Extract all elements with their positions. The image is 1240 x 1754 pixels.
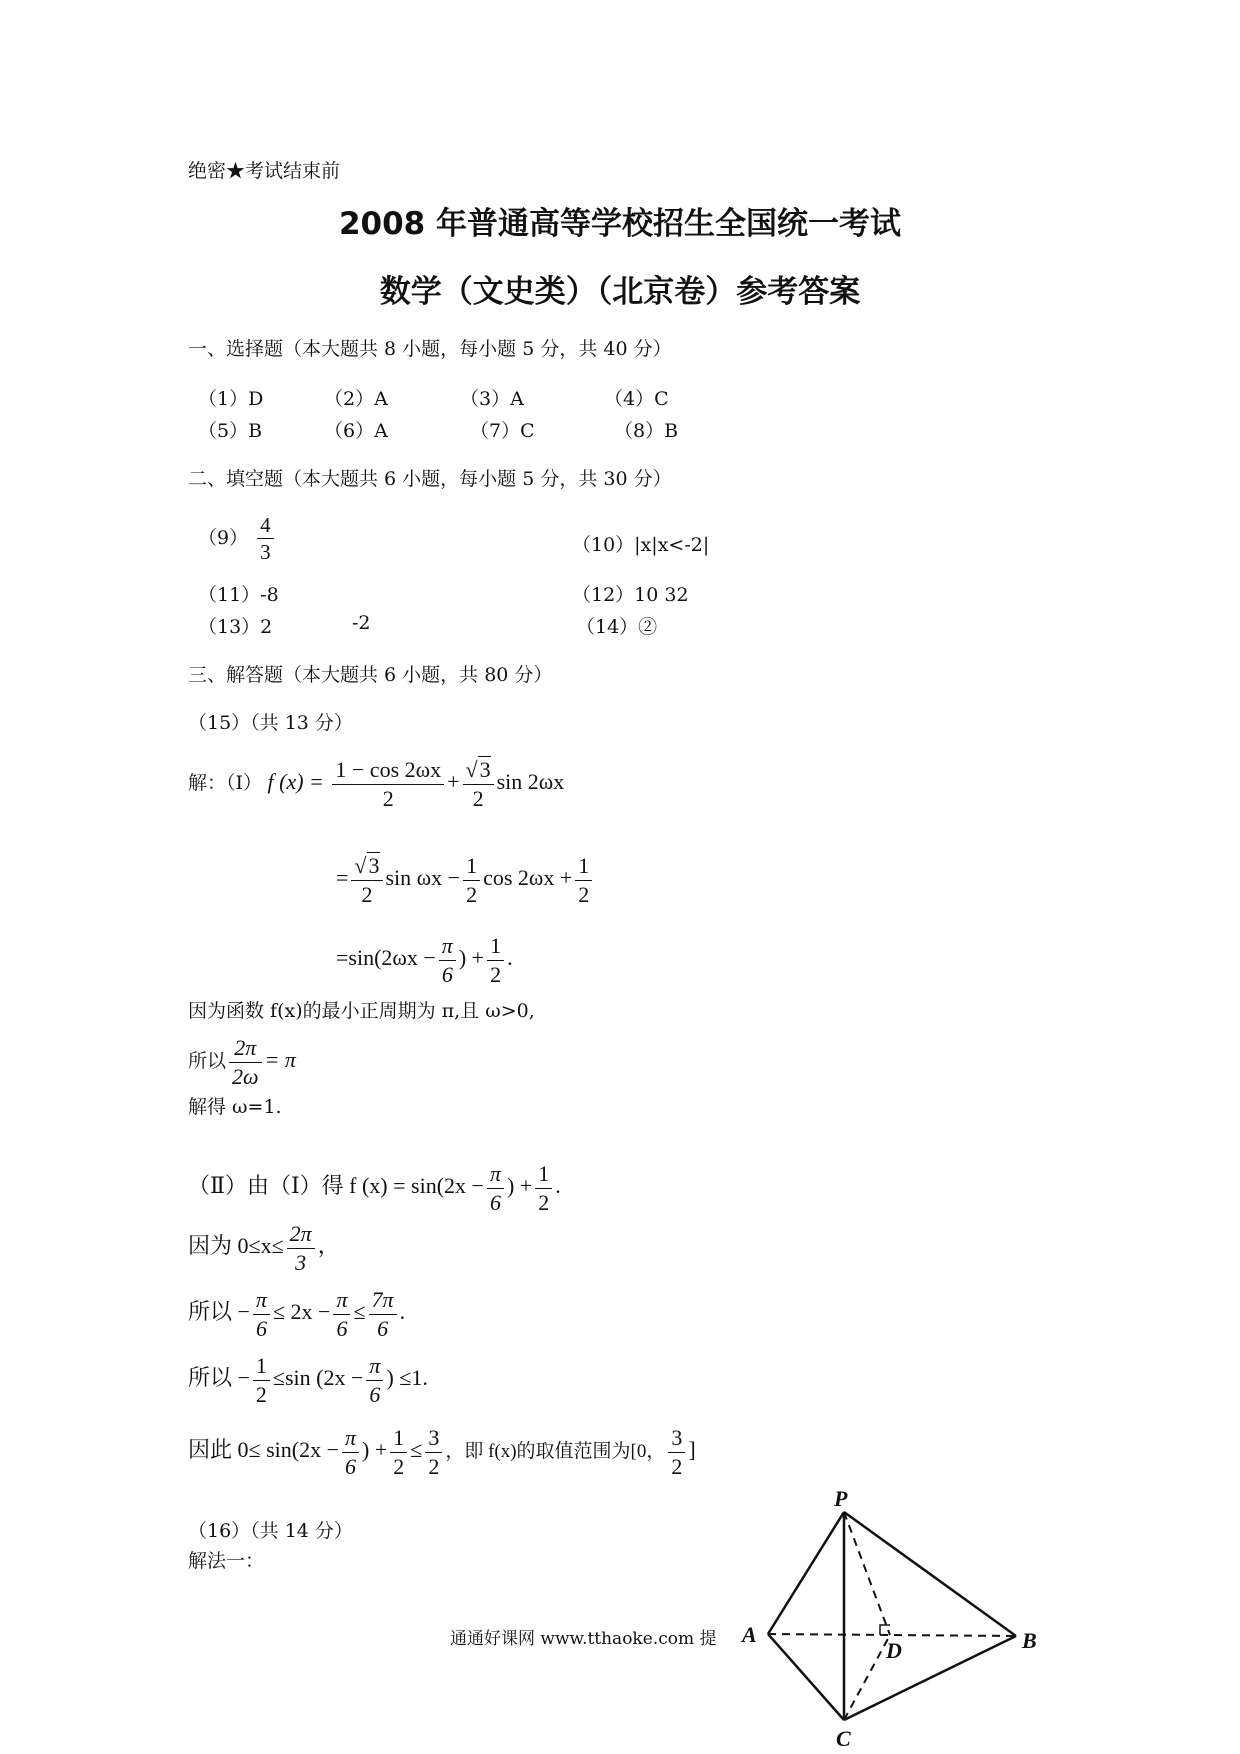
- mc-answer-7: （7）C: [470, 420, 535, 442]
- term: = π: [264, 1047, 296, 1073]
- denominator: 6: [255, 1315, 267, 1341]
- denominator: 2: [382, 785, 394, 811]
- numerator: 1: [575, 852, 592, 881]
- numerator: π: [253, 1286, 270, 1315]
- mc-answer-5: （5）B: [198, 420, 263, 442]
- fraction: [439, 932, 456, 988]
- fraction: [287, 1220, 315, 1276]
- numerator: 3: [668, 1424, 685, 1453]
- footer-watermark: 通通好课网 www.tthaoke.com 提: [450, 1629, 717, 1649]
- denominator: 6: [369, 1381, 381, 1407]
- mc-answer-3: （3）A: [460, 388, 524, 410]
- term: ，即 f(x)的取值范围为[0，: [445, 1441, 666, 1463]
- fill-answer-12: （12）10 32: [572, 584, 689, 606]
- denominator: 2: [578, 881, 590, 907]
- numerator: 3: [425, 1424, 442, 1453]
- numerator: 4: [257, 512, 274, 539]
- term: ) +: [458, 945, 485, 971]
- sqrt-radicand: 3: [479, 757, 491, 782]
- section2-heading: 二、填空题（本大题共 6 小题，每小题 5 分，共 30 分）: [188, 468, 672, 490]
- denominator: 2: [490, 961, 502, 987]
- fraction: [257, 512, 274, 566]
- fraction: [253, 1352, 270, 1408]
- term: sin ωx −: [385, 865, 461, 891]
- fraction: [668, 1424, 685, 1480]
- denominator: 2: [255, 1381, 267, 1407]
- fraction: [333, 1286, 350, 1342]
- numerator: π: [333, 1286, 350, 1315]
- q16-method: 解法一：: [188, 1550, 265, 1572]
- term: 所以 −: [188, 1365, 250, 1391]
- denominator: 2: [466, 881, 478, 907]
- mc-answer-6: （6）A: [324, 420, 388, 442]
- denominator: 6: [345, 1453, 356, 1479]
- q15-so-line: [188, 1034, 296, 1090]
- fraction: [332, 756, 444, 812]
- term: （Ⅱ）由（Ⅰ）得 f (x) = sin(2x −: [188, 1173, 484, 1199]
- fraction: [253, 1286, 270, 1342]
- numerator: 2π: [229, 1034, 262, 1063]
- bracket: ]: [688, 1437, 696, 1463]
- fraction: [369, 1286, 397, 1342]
- fraction: [229, 1034, 262, 1090]
- q15-solved: 解得 ω=1.: [188, 1096, 282, 1118]
- term: ≤ 2x −: [272, 1299, 331, 1325]
- fill-label-9: （9）: [198, 526, 249, 549]
- section3-heading: 三、解答题（本大题共 6 小题，共 80 分）: [188, 664, 553, 686]
- fraction: [351, 852, 382, 908]
- denominator: 2: [538, 1189, 550, 1215]
- fraction: [575, 852, 592, 908]
- q15-part2-line: [188, 1160, 561, 1216]
- term: ≤: [353, 1299, 366, 1325]
- fill-answer-13b: -2: [352, 612, 371, 634]
- fraction: [342, 1424, 359, 1480]
- term: ) +: [362, 1437, 388, 1463]
- numerator: 1 − cos 2ωx: [332, 756, 444, 785]
- term: ≤sin (2x −: [272, 1365, 364, 1391]
- fill-answer-14: （14）②: [576, 616, 658, 638]
- fill-answer-9: [198, 512, 277, 566]
- numerator: √3: [351, 852, 382, 881]
- denominator: 6: [336, 1315, 348, 1341]
- q15-eq-line2: [336, 852, 595, 908]
- equals-sign: =: [336, 865, 349, 891]
- denominator: 2: [393, 1453, 405, 1479]
- sqrt-radicand: 3: [368, 853, 380, 878]
- solve-label: 解：（Ⅰ）: [188, 773, 263, 795]
- vertex-A: A: [742, 1622, 757, 1647]
- numerator: 1: [487, 932, 504, 961]
- fill-answer-13a: （13）2: [198, 616, 273, 638]
- q15-range-line3: [188, 1352, 428, 1408]
- fill-answer-10: （10）|x|x<-2|: [572, 534, 710, 556]
- q15-range-line4: [188, 1424, 696, 1480]
- numerator: π: [366, 1352, 383, 1381]
- vertex-D: D: [886, 1638, 902, 1663]
- edge-PA: [768, 1512, 844, 1634]
- term: ≤: [410, 1437, 423, 1463]
- term: ) ≤1.: [386, 1365, 428, 1391]
- term: sin 2ωx: [496, 769, 565, 795]
- q15-range-line1: [188, 1220, 340, 1276]
- period-mark: .: [399, 1299, 406, 1325]
- term: ) +: [506, 1173, 533, 1199]
- numerator: 7π: [369, 1286, 397, 1315]
- vertex-C: C: [836, 1726, 851, 1750]
- fraction: [425, 1424, 442, 1480]
- edge-PB: [844, 1512, 1016, 1636]
- term: cos 2ωx +: [483, 865, 573, 891]
- mc-answer-2: （2）A: [324, 388, 388, 410]
- fraction: [487, 932, 504, 988]
- fill-answer-11: （11）-8: [198, 584, 279, 606]
- denominator: 2: [671, 1453, 683, 1479]
- q15-eq-line3: [336, 932, 513, 988]
- denominator: 2: [428, 1453, 440, 1479]
- mc-answer-1: （1）D: [198, 388, 264, 410]
- denominator: 2: [361, 881, 373, 907]
- fraction: [463, 756, 494, 812]
- term: 因此 0≤ sin(2x −: [188, 1437, 339, 1463]
- period-mark: .: [555, 1173, 561, 1199]
- comma: ，: [317, 1233, 340, 1259]
- numerator: 1: [253, 1352, 270, 1381]
- denominator: 3: [295, 1249, 307, 1275]
- edge-CB: [844, 1636, 1016, 1720]
- page-title: 2008 年普通高等学校招生全国统一考试: [338, 206, 902, 242]
- term: 因为 0≤x≤: [188, 1233, 284, 1259]
- denominator: 6: [377, 1315, 389, 1341]
- page-subtitle: 数学（文史类）（北京卷）参考答案: [379, 274, 861, 310]
- numerator: π: [439, 932, 456, 961]
- denominator: 6: [441, 961, 453, 987]
- edge-AB-hidden: [768, 1634, 1016, 1636]
- period-mark: .: [507, 945, 513, 971]
- numerator: 1: [390, 1424, 407, 1453]
- numerator: π: [342, 1424, 359, 1453]
- pyramid-figure: [740, 1488, 1060, 1750]
- edge-CD-hidden: [844, 1635, 890, 1720]
- denominator: 6: [489, 1189, 501, 1215]
- numerator: √3: [463, 756, 494, 785]
- fraction: [390, 1424, 407, 1480]
- term: =sin(2ωx −: [336, 945, 436, 971]
- plus-sign: +: [447, 769, 460, 795]
- denominator: 2: [472, 785, 484, 811]
- numerator: 1: [463, 852, 480, 881]
- numerator: 1: [535, 1160, 552, 1189]
- edge-PD-hidden: [844, 1512, 890, 1635]
- fraction: [463, 852, 480, 908]
- q16-header: （16）（共 14 分）: [188, 1520, 353, 1542]
- section1-heading: 一、选择题（本大题共 8 小题，每小题 5 分，共 40 分）: [188, 338, 672, 360]
- vertex-B: B: [1022, 1628, 1037, 1653]
- denominator: 3: [260, 540, 271, 565]
- vertex-P: P: [834, 1488, 848, 1511]
- edge-AC: [768, 1634, 844, 1720]
- fraction: [487, 1160, 504, 1216]
- numerator: 2π: [287, 1220, 315, 1249]
- q15-eq-line1: [188, 756, 564, 812]
- denominator: 2ω: [232, 1063, 259, 1089]
- fraction: [366, 1352, 383, 1408]
- mc-answer-8: （8）B: [614, 420, 679, 442]
- fx-lhs: f (x) =: [267, 769, 324, 795]
- secret-mark: 绝密★考试结束前: [188, 160, 341, 182]
- term: 所以 −: [188, 1299, 250, 1325]
- q15-header: （15）（共 13 分）: [188, 712, 353, 734]
- q15-range-line2: [188, 1286, 405, 1342]
- q15-period-text: 因为函数 f(x)的最小正周期为 π,且 ω>0,: [188, 1000, 535, 1022]
- fraction: [535, 1160, 552, 1216]
- numerator: π: [487, 1160, 504, 1189]
- mc-answer-4: （4）C: [604, 388, 669, 410]
- so-label: 所以: [188, 1051, 227, 1073]
